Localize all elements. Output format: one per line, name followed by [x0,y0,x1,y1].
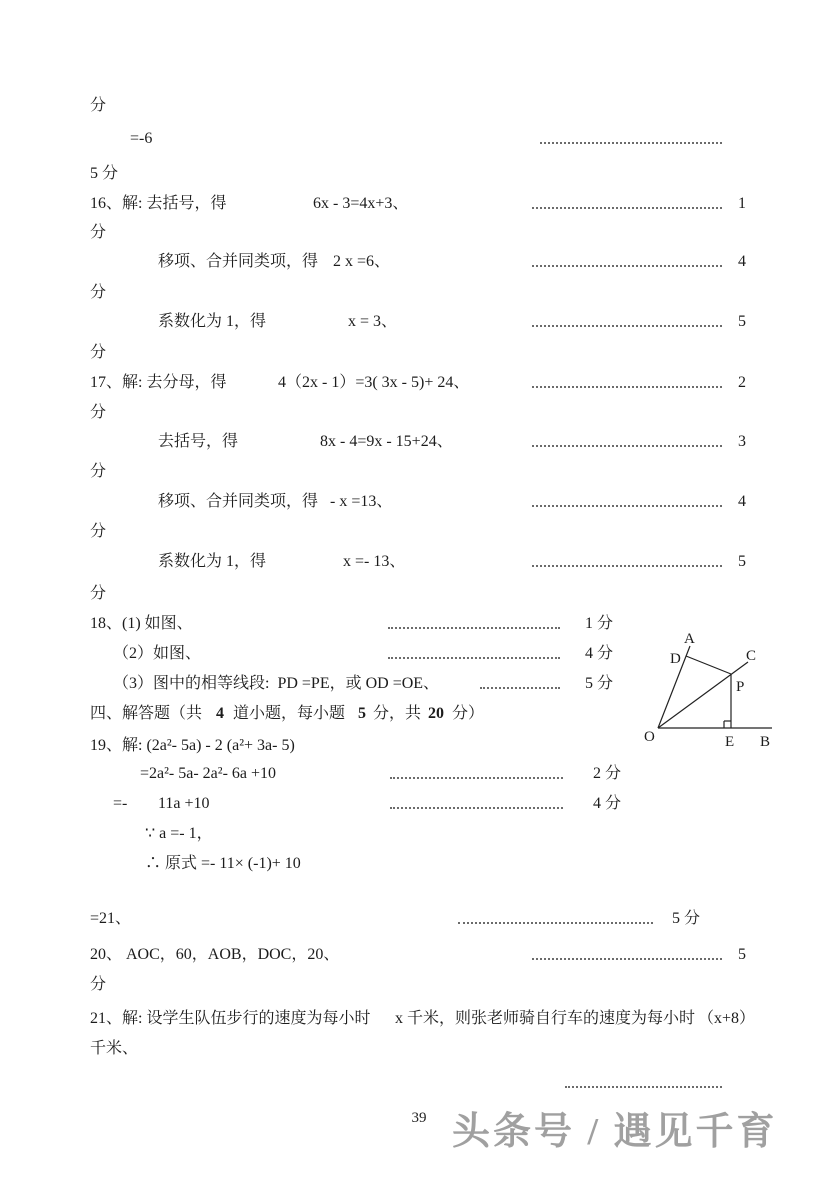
score-value: 2 [738,374,746,391]
answer-line [0,944,838,968]
dotted-leader [532,265,722,267]
text-segment: 千米、 [90,1040,139,1057]
dotted-leader [388,657,560,659]
score-value: 1 分 [585,615,614,632]
text-segment: =-6 [130,130,153,147]
answer-line [0,793,838,817]
score-value: 5 分 [672,910,701,927]
answer-line [0,974,838,998]
answer-line [0,853,838,877]
text-segment: 分 [90,344,107,361]
text-segment: 5 分 [90,165,119,182]
dotted-leader [532,207,722,209]
answer-line [0,583,838,607]
text-segment: 去括号，得 [158,433,239,450]
text-segment: ∴ 原式 =- 11× (-1)+ 10 [145,855,301,872]
dotted-leader [390,807,563,809]
dotted-leader [532,386,722,388]
figure-line [686,656,731,674]
text-segment: x 千米，则张老师骑自行车的速度为每小时 [395,1010,696,1027]
dotted-leader [458,922,653,924]
figure-point-label: B [760,734,771,750]
answer-line [0,193,838,217]
text-segment: 分 [90,463,107,480]
score-value: 4 [738,253,746,270]
text-segment: =2a²- 5a- 2a²- 6a +10 [140,765,277,782]
text-segment: 移项、合并同类项，得 [158,493,319,510]
dotted-leader [532,325,722,327]
text-segment: - x =13、 [330,493,393,510]
text-segment: 20 [428,705,444,722]
text-segment: 4（2x - 1）=3( 3x - 5)+ 24、 [278,374,470,391]
dotted-leader [532,505,722,507]
score-value: 5 分 [585,675,614,692]
text-segment: 11a +10 [158,795,210,812]
answer-line [0,402,838,426]
dotted-leader [390,777,563,779]
dotted-leader [565,1086,722,1088]
dotted-leader [532,565,722,567]
dotted-leader [388,627,560,629]
text-segment: （x+8） [698,1010,756,1027]
text-segment: 21、解: 设学生队伍步行的速度为每小时 [90,1010,371,1027]
text-segment: 18、(1) 如图、 [90,615,193,632]
answer-line [0,908,838,932]
score-value: 5 [738,313,746,330]
text-segment: 道小题，每小题 [233,705,346,722]
answer-line [0,763,838,787]
watermark: 头条号 / 遇见千育 [452,1111,778,1153]
text-segment: x =- 13、 [343,553,406,570]
text-segment: x = 3、 [348,313,398,330]
figure-point-label: P [736,679,745,695]
answer-line [0,431,838,455]
score-value: 4 分 [585,645,614,662]
page-number: 39 [411,1110,427,1126]
text-segment: 移项、合并同类项，得 [158,253,319,270]
text-segment: 四、解答题（共 [90,705,203,722]
answer-line [0,372,838,396]
text-segment: 分 [90,585,107,602]
text-segment: 系数化为 1，得 [158,553,267,570]
text-segment: 20、 AOC，60，AOB，DOC，20、 [90,946,340,963]
dotted-leader [532,958,722,960]
text-segment: 分） [452,705,485,722]
text-segment: （3）图中的相等线段: PD =PE，或 OD =OE、 [113,675,440,692]
answer-line [0,163,838,187]
dotted-leader [480,687,560,689]
text-segment: ∵ a =- 1， [145,825,213,842]
figure-point-label: A [684,631,695,647]
score-value: 3 [738,433,746,450]
text-segment: =- [113,795,128,812]
figure-point-label: O [644,729,655,745]
answer-line [0,551,838,575]
text-segment: 分 [90,404,107,421]
text-segment: 分 [90,97,107,114]
dotted-leader [540,142,722,144]
score-value: 4 [738,493,746,510]
answer-line [0,461,838,485]
answer-line [0,311,838,335]
text-segment: 系数化为 1，得 [158,313,267,330]
score-value: 5 [738,946,746,963]
answer-line [0,95,838,119]
score-value: 1 [738,195,746,212]
answer-line [0,491,838,515]
text-segment: 8x - 4=9x - 15+24、 [320,433,453,450]
text-segment: 19、解: (2a²- 5a) - 2 (a²+ 3a- 5) [90,737,295,754]
answer-line [0,1072,838,1096]
answer-line [0,521,838,545]
text-segment: 5 [358,705,366,722]
text-segment: 分 [90,523,107,540]
text-segment: 4 [216,705,224,722]
answer-line [0,1038,838,1062]
answer-line [0,1008,838,1032]
dotted-leader [532,445,722,447]
text-segment: 分 [90,284,107,301]
text-segment: （2）如图、 [113,645,202,662]
text-segment: 分，共 [373,705,422,722]
answer-line [0,823,838,847]
figure-point-label: D [670,651,681,667]
text-segment: 17、解: 去分母，得 [90,374,227,391]
text-segment: 分 [90,224,107,241]
answer-line [0,342,838,366]
geometry-figure [610,612,825,762]
answer-line [0,128,838,152]
text-segment: 16、解: 去括号，得 [90,195,227,212]
answer-line [0,251,838,275]
answer-line [0,222,838,246]
score-value: 4 分 [593,795,622,812]
score-value: 2 分 [593,765,622,782]
answer-line [0,282,838,306]
text-segment: 6x - 3=4x+3、 [313,195,409,212]
text-segment: 分 [90,976,107,993]
text-segment: =21、 [90,910,132,927]
figure-point-label: E [725,734,735,750]
figure-point-label: C [746,648,757,664]
text-segment: 2 x =6、 [333,253,391,270]
score-value: 5 [738,553,746,570]
